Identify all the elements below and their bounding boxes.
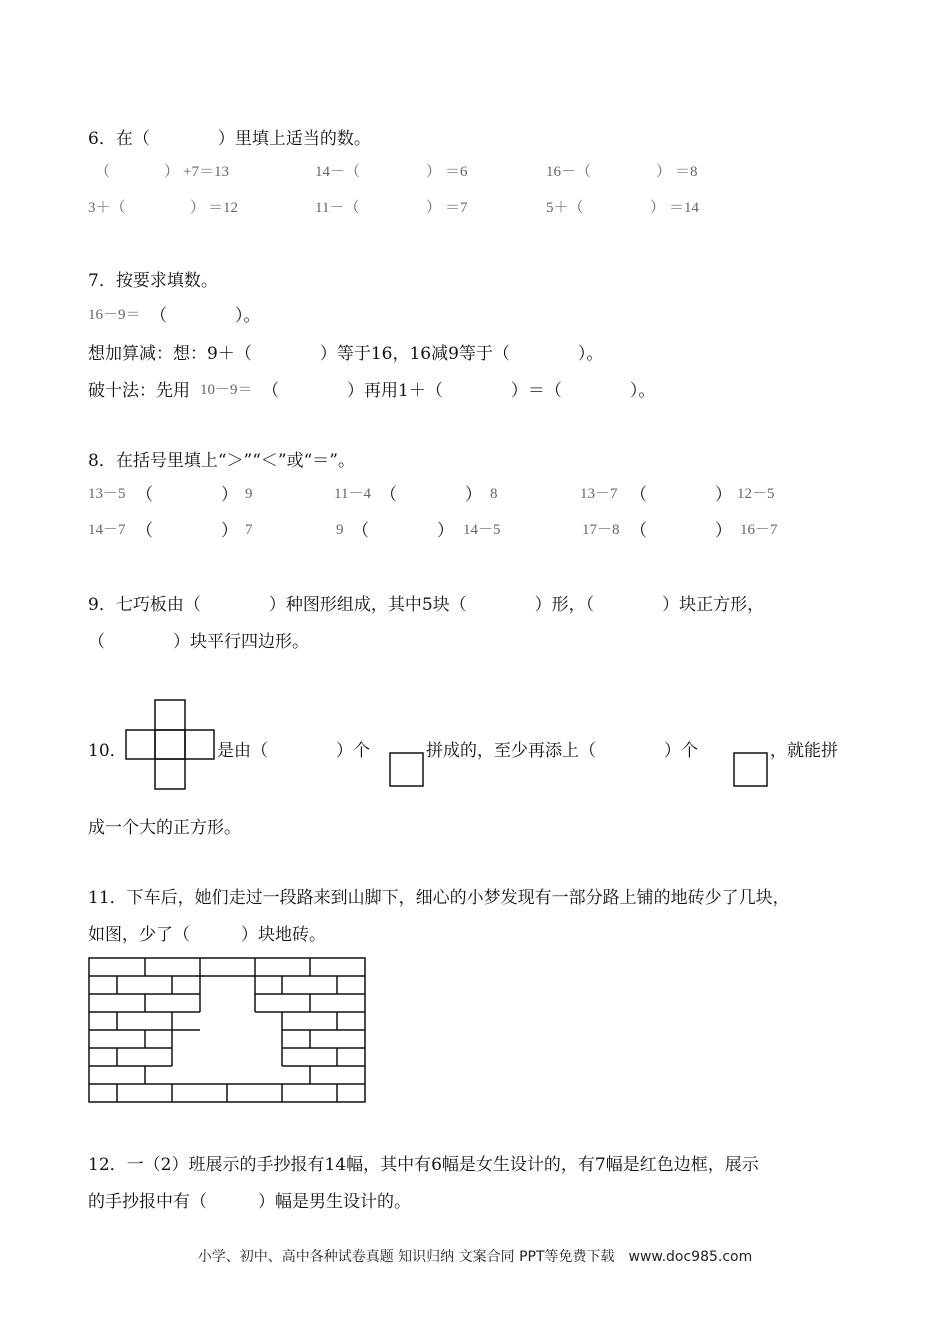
- q8-r1-b-right: 8: [490, 486, 498, 502]
- q7-line3-pre: 破十法：先用: [88, 381, 190, 401]
- q12-line1: 12．一（2）班展示的手抄报有14幅，其中有6幅是女生设计的，有7幅是红色边框，展示: [88, 1155, 759, 1175]
- q8-r2-a-left: 14－7: [88, 522, 126, 538]
- q8-r1-a-right: 9: [245, 486, 253, 502]
- q8-r2-c-right: 16－7: [740, 522, 778, 538]
- q7-line2: 想加算减：想：9＋（ ）等于16，16减9等于（ ）。: [88, 344, 604, 364]
- q10-text1: 是由（ ）个: [217, 741, 370, 761]
- q6-r1-a-tail: +7＝13: [183, 164, 229, 180]
- q8-r1-c-blank: （ ）: [630, 485, 732, 505]
- q8-r2-c-blank: （ ）: [630, 521, 732, 541]
- q6-r1-c-tail: ＝8: [675, 164, 698, 180]
- q10-line2: 成一个大的正方形。: [88, 818, 241, 838]
- q12-line2: 的手抄报中有（ ）幅是男生设计的。: [88, 1192, 411, 1212]
- q6-r1-a-post: ）: [164, 164, 180, 180]
- q6-r2-b-pre: 11－（: [315, 200, 360, 216]
- q6-r2-b-post: ）: [426, 200, 442, 216]
- q8-r1-b-blank: （ ）: [380, 485, 482, 505]
- q6-r2-a-post: ）: [190, 200, 206, 216]
- q6-r1-c-pre: 16－（: [546, 164, 592, 180]
- q6-r1-c-post: ）: [656, 164, 672, 180]
- q11-line2: 如图，少了（ ）块地砖。: [88, 925, 326, 945]
- q6-r2-a-tail: ＝12: [208, 200, 239, 216]
- q8-r1-b-left: 11－4: [334, 486, 371, 502]
- q6-r2-c-pre: 5＋（: [546, 200, 584, 216]
- q8-r1-c-left: 13－7: [580, 486, 618, 502]
- q7-title: 7．按要求填数。: [88, 271, 218, 291]
- square-unit-figure-1: [389, 752, 425, 788]
- q7-eq: 16－9＝: [88, 307, 141, 323]
- q6-r1-b-post: ）: [426, 164, 442, 180]
- q6-r1-a-pre: （: [95, 164, 111, 180]
- q8-r1-a-left: 13－5: [88, 486, 126, 502]
- q6-r2-c-post: ）: [650, 200, 666, 216]
- cross-shape-figure: [125, 699, 217, 791]
- q6-r1-b-pre: 14－（: [315, 164, 361, 180]
- q7-line3-eq: 10－9＝: [200, 382, 253, 398]
- q9-line2: （ ）块平行四边形。: [88, 632, 309, 652]
- square-unit-figure-2: [733, 752, 769, 788]
- q6-r1-b-tail: ＝6: [445, 164, 468, 180]
- q8-r2-b-blank: （ ）: [352, 521, 454, 541]
- q8-r1-c-right: 12－5: [737, 486, 775, 502]
- q10-text2: 拼成的，至少再添上（ ）个: [426, 741, 698, 761]
- q11-line1: 11．下车后，她们走过一段路来到山脚下，细心的小梦发现有一部分路上铺的地砖少了几块，: [88, 888, 790, 908]
- q8-r2-a-right: 7: [245, 522, 253, 538]
- q8-r2-b-left: 9: [336, 522, 344, 538]
- q6-r2-a-pre: 3＋（: [88, 200, 126, 216]
- q9-line1: 9．七巧板由（ ）种图形组成，其中5块（ ）形，（ ）块正方形，: [88, 595, 765, 615]
- q6-r2-b-tail: ＝7: [445, 200, 468, 216]
- q8-r2-b-right: 14－5: [463, 522, 501, 538]
- q10-text3: ，就能拼: [770, 741, 838, 761]
- q6-r2-c-tail: ＝14: [669, 200, 700, 216]
- q6-title: 6．在（ ）里填上适当的数。: [88, 129, 371, 149]
- q8-r2-a-blank: （ ）: [136, 521, 238, 541]
- q7-eq-blank: （ ）。: [150, 306, 261, 326]
- q10-number: 10．: [88, 741, 127, 761]
- q8-title: 8．在括号里填上“＞”“＜”或“＝”。: [88, 451, 355, 471]
- brick-wall-figure: [88, 957, 366, 1103]
- footer-text: 小学、初中、高中各种试卷真题 知识归纳 文案合同 PPT等免费下载 www.doc985.com: [197, 1249, 753, 1265]
- q8-r2-c-left: 17－8: [582, 522, 620, 538]
- q7-line3-post: （ ）再用1＋（ ）＝（ ）。: [262, 381, 656, 401]
- q8-r1-a-blank: （ ）: [136, 485, 238, 505]
